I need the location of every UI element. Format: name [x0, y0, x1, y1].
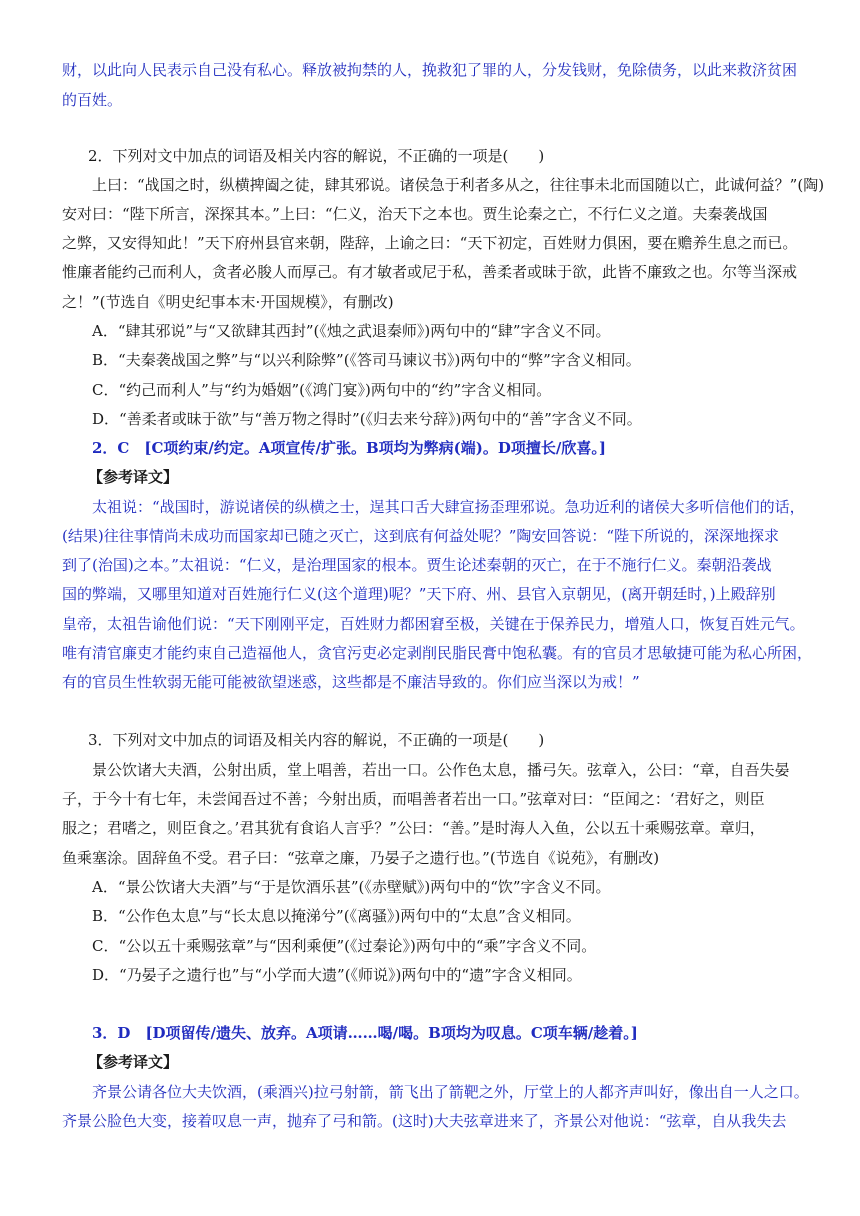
option-c: C．“约己而利人”与“约为婚姻”(《鸿门宴》)两句中的“约”字含义相同。: [92, 381, 552, 399]
passage-line: 鱼乘塞涂。固辞鱼不受。君子曰：“弦章之廉，乃晏子之遗行也。”(节选自《说苑》，有删改): [62, 849, 660, 867]
passage-line: 服之；君嗜之，则臣食之。’君其犹有食谄人言乎？”公曰：“善。”是时海人入鱼，公以五十乘赐弦章。章归，: [62, 819, 765, 837]
reference-heading: 【参考译文】: [88, 468, 179, 486]
passage-line: 之！”(节选自《明史纪事本末·开国规模》，有删改): [62, 293, 394, 311]
passage-line: 惟廉者能约己而利人，贪者必朘人而厚己。有才敏者或尼于私，善柔者或昧于欲，此皆不廉致之也。尔等当深戒: [62, 263, 798, 281]
question-2-stem: 2．下列对文中加点的词语及相关内容的解说，不正确的一项是( ): [88, 147, 545, 165]
option-b: B．“公作色太息”与“长太息以掩涕兮”(《离骚》)两句中的“太息”含义相同。: [92, 907, 581, 925]
translation-line: 到了(治国)之本。”太祖说：“仁义，是治理国家的根本。贾生论述秦朝的灭亡，在于不施行仁义。秦朝沿袭战: [62, 556, 772, 574]
option-d: D．“善柔者或昧于欲”与“善万物之得时”(《归去来兮辞》)两句中的“善”字含义不同。: [92, 410, 642, 428]
passage-line: 安对曰：“陛下所言，深探其本。”上曰：“仁义，治天下之本也。贾生论秦之亡，不行仁义之道。夫秦袭战国: [62, 205, 768, 223]
translation-line: 唯有清官廉吏才能约束自己造福他人，贪官污吏必定剥削民脂民膏中饱私囊。有的官员才思敏捷可能为私心所困，: [62, 644, 813, 662]
option-c: C．“公以五十乘赐弦章”与“因利乘便”(《过秦论》)两句中的“乘”字含义不同。: [92, 937, 597, 955]
option-a: A．“肆其邪说”与“又欲肆其西封”(《烛之武退秦师》)两句中的“肆”字含义不同。: [92, 322, 611, 340]
passage-line: 之弊，又安得知此！”天下府州县官来朝，陛辞，上谕之曰：“天下初定，百姓财力俱困，要在赡养生息之而已。: [62, 234, 798, 252]
answer-2: 2．C [C项约束/约定。A项宣传/扩张。B项均为弊病(端)。D项擅长/欣喜。]: [92, 439, 606, 457]
translation-line: 齐景公请各位大夫饮酒，(乘酒兴)拉弓射箭，箭飞出了箭靶之外，厅堂上的人都齐声叫好，像出自一人之口。: [92, 1083, 809, 1101]
option-a: A．“景公饮诸大夫酒”与“于是饮酒乐甚”(《赤壁赋》)两句中的“饮”字含义不同。: [92, 878, 611, 896]
translation-line: 的百姓。: [62, 91, 123, 109]
passage-line: 子，于今十有七年，未尝闻吾过不善；今射出质，而唱善者若出一口。”弦章对曰：“臣闻之：‘君好之，则臣: [62, 790, 765, 808]
answer-3: 3．D [D项留传/遗失、放弃。A项请……喝/喝。B项均为叹息。C项车辆/趁着。]: [92, 1024, 638, 1042]
translation-line: 太祖说：“战国时，游说诸侯的纵横之士，逞其口舌大肆宣扬歪理邪说。急功近利的诸侯大多听信他们的话，: [92, 498, 805, 516]
passage-line: 景公饮诸大夫酒，公射出质，堂上唱善，若出一口。公作色太息，播弓矢。弦章入，公曰：“章，自吾失晏: [92, 761, 790, 779]
reference-heading: 【参考译文】: [88, 1053, 179, 1071]
question-3-stem: 3．下列对文中加点的词语及相关内容的解说，不正确的一项是( ): [88, 731, 545, 749]
translation-line: (结果)往往事情尚未成功而国家却已随之灭亡，这到底有何益处呢？”陶安回答说：“陛下所说的，深深地探求: [62, 527, 780, 545]
translation-line: 齐景公脸色大变，接着叹息一声，抛弃了弓和箭。(这时)大夫弦章进来了，齐景公对他说：“弦章，自从我失去: [62, 1112, 787, 1130]
translation-line: 国的弊端，又哪里知道对百姓施行仁义(这个道理)呢？”天下府、州、县官入京朝见，(离开朝廷时，)上殿辞别: [62, 585, 776, 603]
translation-line: 有的官员生性软弱无能可能被欲望迷惑，这些都是不廉洁导致的。你们应当深以为戒！”: [62, 673, 640, 691]
option-b: B．“夫秦袭战国之弊”与“以兴利除弊”(《答司马谏议书》)两句中的“弊”字含义相同。: [92, 351, 641, 369]
translation-line: 财，以此向人民表示自己没有私心。释放被拘禁的人，挽救犯了罪的人，分发钱财，免除债务，以此来救济贫困: [62, 61, 798, 79]
option-d: D．“乃晏子之遗行也”与“小学而大遗”(《师说》)两句中的“遗”字含义相同。: [92, 966, 582, 984]
passage-line: 上曰：“战国之时，纵横捭阖之徒，肆其邪说。诸侯急于利者多从之，往往事未北而国随以亡，此诚何益？”(陶): [92, 176, 825, 194]
translation-line: 皇帝，太祖告谕他们说：“天下刚刚平定，百姓财力都困窘至极，关键在于保养民力，增殖人口，恢复百姓元气。: [62, 615, 805, 633]
